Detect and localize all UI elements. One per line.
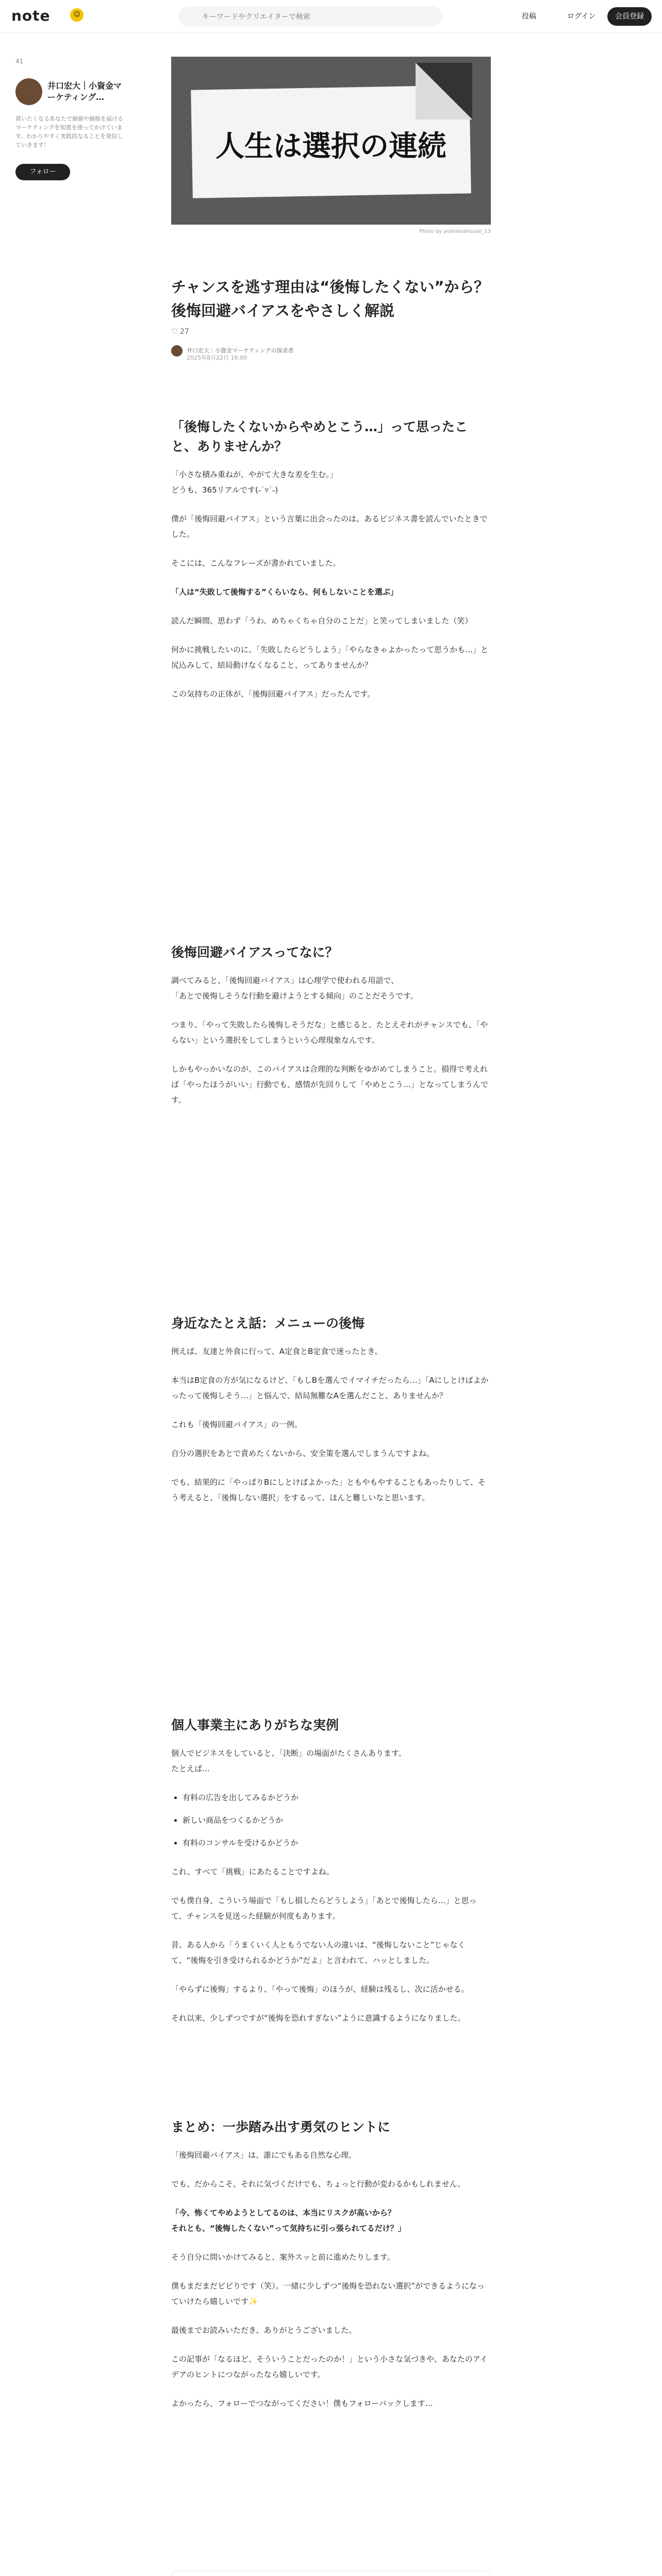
- section-heading: 「後悔したくないからやめとこう…」って思ったこと、ありませんか？: [171, 419, 468, 454]
- signup-button[interactable]: 会員登録: [607, 7, 652, 26]
- paragraph: 読んだ瞬間、思わず「うわ、めちゃくちゃ自分のことだ」と笑ってしまいました（笑）: [171, 616, 473, 625]
- section-2: [171, 1314, 491, 1519]
- paragraph: そう自分に問いかけてみると、案外スッと前に進めたりします。: [171, 2252, 395, 2262]
- paragraph: そこには、こんなフレーズが書かれていました。: [171, 558, 341, 568]
- hero-text: 人生は選択の連続: [216, 130, 446, 163]
- section-1: [171, 943, 491, 1121]
- photo-credit: Photo by yoshiesahouse_13: [419, 229, 491, 234]
- article-title: チャンスを逃す理由は“後悔したくない”から？後悔回避バイアスをやさしく解説: [171, 278, 489, 319]
- paragraph: 調べてみると、「後悔回避バイアス」は心理学で使われる用語で、 「あとで後悔しそうな行動を避けようとする傾向」のことだそうです。: [171, 976, 418, 1001]
- support-box: [171, 2571, 491, 2576]
- paragraph: これも「後悔回避バイアス」の一例。: [171, 1420, 302, 1429]
- paragraph: 「小さな積み重ねが、やがて大きな差を生む。」 どうも、365リアルです(˶˙▿˙˶): [171, 470, 338, 495]
- likes-top: [171, 328, 189, 336]
- paragraph: この記事が「なるほど、そういうことだったのか！」という小さな気づきや、あなたのアイデアのヒントにつながったなら嬉しいです。: [171, 2354, 488, 2379]
- section-heading: 後悔回避バイアスってなに？: [171, 945, 338, 960]
- paragraph: 何かに挑戦したいのに、「失敗したらどうしよう」「やらなきゃよかったって思うかも…」と尻込みして、結局動けなくなること、ってありませんか？: [171, 645, 489, 670]
- sidebar-author-name[interactable]: 井口宏大｜小資金マーケティング…: [47, 81, 122, 102]
- hero-fold: [416, 63, 472, 120]
- note-logo[interactable]: note: [11, 7, 51, 24]
- likes-count: 27: [180, 328, 189, 336]
- login-link[interactable]: ログイン: [567, 12, 596, 21]
- section-heading: 個人事業主にありがちな実例: [171, 1718, 339, 1733]
- author-avatar: [171, 345, 183, 357]
- paragraph: よかったら、フォローでつながってください！僕もフォローバックします…: [171, 2399, 433, 2408]
- badge-icon: ☺: [70, 8, 84, 22]
- heart-icon: ♡: [171, 328, 180, 336]
- sidebar-author-desc: 買いたくなるあなたで価値や価格を届けるマーケティングを知恵を使ってかけています。わかりやすく実践的なることを発信していきます！: [15, 115, 123, 148]
- paragraph: これ、すべて「挑戦」にあたることですよね。: [171, 1867, 334, 1876]
- paragraph: でも僕自身、こういう場面で「もし損したらどうしよう」「あとで後悔したら…」と思って、チャンスを見送った経験が何度もあります。: [171, 1896, 477, 1921]
- top-header: [0, 0, 662, 33]
- sidebar-follow-button[interactable]: フォロー: [15, 164, 70, 180]
- paragraph: 「後悔回避バイアス」は、誰にでもある自然な心理。: [171, 2150, 356, 2160]
- section-4: [171, 2117, 491, 2425]
- paragraph: 個人でビジネスをしていると、「決断」の場面がたくさんあります。 たとえば…: [171, 1749, 406, 1773]
- paragraph: しかもやっかいなのが、このバイアスは合理的な判断をゆがめてしまうこと。損得で考えれば「やったほうがいい」行動でも、感情が先回りして「やめとこう…」となってしまうんです。: [171, 1064, 489, 1105]
- paragraph: 「人は“失敗して後悔する”くらいなら、何もしないことを選ぶ」: [171, 587, 398, 597]
- paragraph: でも、結果的に「やっぱりBにしとけばよかった」ともやもやすることもあったりして、そう考えると、「後悔しない選択」をするって、ほんと難しいなと思います。: [171, 1478, 486, 1502]
- bullet-list: [183, 1790, 491, 1851]
- paragraph: 「やらずに後悔」するより、「やって後悔」のほうが、経験は残るし、次に活かせる。: [171, 1985, 469, 1994]
- sidebar-count: 41: [15, 58, 24, 65]
- section-heading: 身近なたとえ話：メニューの後悔: [171, 1316, 365, 1331]
- publish-date: 2025年8月22日 16:00: [187, 354, 247, 361]
- list-item: • 有料のコンサルを受けるかどうか: [183, 1835, 491, 1851]
- paragraph: 最後までお読みいただき、ありがとうございました。: [171, 2326, 357, 2335]
- paragraph: 自分の選択をあとで責めたくないから、安全策を選んでしまうんですよね。: [171, 1449, 435, 1458]
- list-item: • 有料の広告を出してみるかどうか: [183, 1790, 491, 1805]
- paragraph: 僕が「後悔回避バイアス」という言葉に出会ったのは、あるビジネス書を読んでいたときでした。: [171, 514, 488, 539]
- avatar[interactable]: [15, 78, 42, 105]
- paragraph: 例えば、友達と外食に行って、A定食とB定食で迷ったとき。: [171, 1347, 383, 1356]
- paragraph: 昔、ある人から「うまくいく人ともうでない人の違いは、“後悔しないこと”じゃなくて、“後悔を引き受けられるかどうか”だよ」と言われて、ハッとしました。: [171, 1940, 466, 1965]
- section-0: [171, 417, 491, 715]
- sidebar: [15, 58, 124, 176]
- hero-image: [171, 57, 491, 225]
- post-button[interactable]: 投稿: [522, 12, 536, 21]
- paragraph: それ以来、少しずつですが“後悔を恐れすぎない”ように意識するようになりました。: [171, 2013, 466, 2023]
- paragraph: でも、だからこそ、それに気づくだけでも、ちょっと行動が変わるかもしれません。: [171, 2179, 466, 2189]
- paragraph: 僕もまだまだビビりです（笑）。一緒に少しずつ“後悔を恐れない選択”ができるようになっていけたら嬉しいです✨: [171, 2281, 485, 2306]
- section-3: [171, 1716, 491, 2039]
- search-input[interactable]: [178, 6, 442, 27]
- paragraph: この気持ちの正体が、「後悔回避バイアス」だったんです。: [171, 689, 375, 699]
- list-item: • 新しい商品をつくるかどうか: [183, 1812, 491, 1828]
- author-name: 井口宏大｜小資金マーケティングの探求者: [187, 347, 294, 354]
- section-heading: まとめ：一歩踏み出す勇気のヒントに: [171, 2120, 391, 2134]
- paragraph: つまり、「やって失敗したら後悔しそうだな」と感じると、たとえそれがチャンスでも、「やらない」という選択をしてしまうという心理現象なんです。: [171, 1020, 488, 1045]
- paragraph: 「今、怖くてやめようとしてるのは、本当にリスクが高いから？ それとも、“後悔したくない”って気持ちに引っ張られてるだけ？」: [171, 2208, 406, 2233]
- paragraph: 本当はB定食の方が気になるけど、「もしBを選んでイマイチだったら…」「Aにしとけばよかったって後悔しそう…」と悩んで、結局無難なAを選んだこと、ありませんか？: [171, 1376, 489, 1400]
